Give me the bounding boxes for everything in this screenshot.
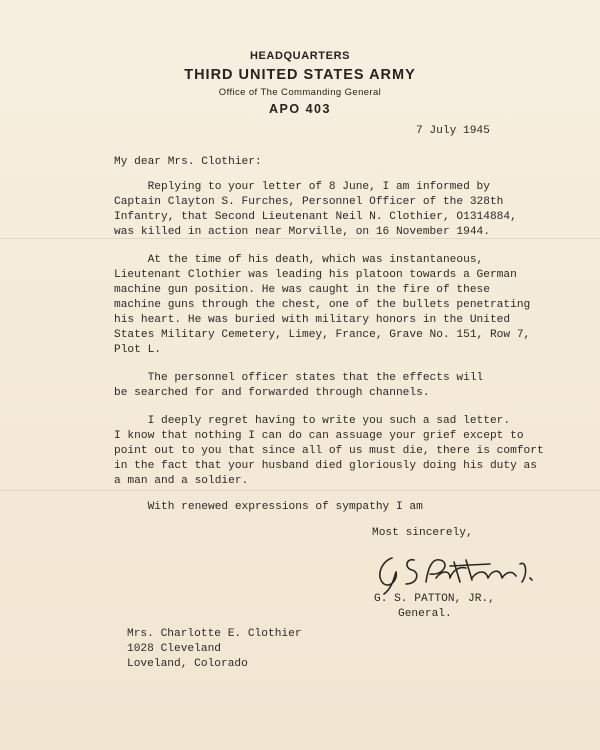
letterhead-apo: APO 403 [269, 102, 331, 116]
body-line: his heart. He was buried with military honors in the United [114, 314, 511, 326]
recipient-city: Loveland, Colorado [127, 658, 248, 670]
body-line: Captain Clayton S. Furches, Personnel Officer of the 328th [114, 196, 504, 208]
signer-title: General. [398, 608, 452, 620]
signature [370, 548, 540, 596]
letter-date: 7 July 1945 [416, 125, 490, 137]
salutation: My dear Mrs. Clothier: [114, 156, 262, 168]
body-line: Infantry, that Second Lieutenant Neil N. Clothier, O1314884, [114, 211, 517, 223]
letterhead-headquarters: HEADQUARTERS [249, 50, 351, 62]
recipient-street: 1028 Cleveland [127, 643, 221, 655]
letterhead-office: Office of The Commanding General [218, 87, 382, 98]
body-line: a man and a soldier. [114, 475, 249, 487]
body-line: machine guns through the chest, one of the bullets penetrating [114, 299, 531, 311]
body-line: be searched for and forwarded through channels. [114, 387, 430, 399]
signature-drawing [370, 548, 540, 596]
letterhead-army: THIRD UNITED STATES ARMY [184, 67, 416, 83]
body-line: Replying to your letter of 8 June, I am informed by [114, 181, 490, 193]
fold-line [0, 490, 600, 491]
body-line: machine gun position. He was caught in the fire of these [114, 284, 490, 296]
closing: Most sincerely, [372, 527, 473, 539]
body-line: was killed in action near Morville, on 16 November 1944. [114, 226, 490, 238]
body-line: At the time of his death, which was instantaneous, [114, 254, 484, 266]
body-line: Plot L. [114, 344, 161, 356]
body-line: With renewed expressions of sympathy I am [114, 501, 423, 513]
body-line: I know that nothing I can do can assuage your grief except to [114, 430, 524, 442]
body-line: in the fact that your husband died gloriously doing his duty as [114, 460, 537, 472]
recipient-name: Mrs. Charlotte E. Clothier [127, 628, 302, 640]
body-line: The personnel officer states that the effects will [114, 372, 484, 384]
body-line: Lieutenant Clothier was leading his platoon towards a German [114, 269, 517, 281]
body-line: States Military Cemetery, Limey, France, Grave No. 151, Row 7, [114, 329, 531, 341]
signer-name: G. S. PATTON, JR., [374, 593, 495, 605]
body-line: I deeply regret having to write you such a sad letter. [114, 415, 511, 427]
body-line: point out to you that since all of us must die, there is comfort [114, 445, 544, 457]
